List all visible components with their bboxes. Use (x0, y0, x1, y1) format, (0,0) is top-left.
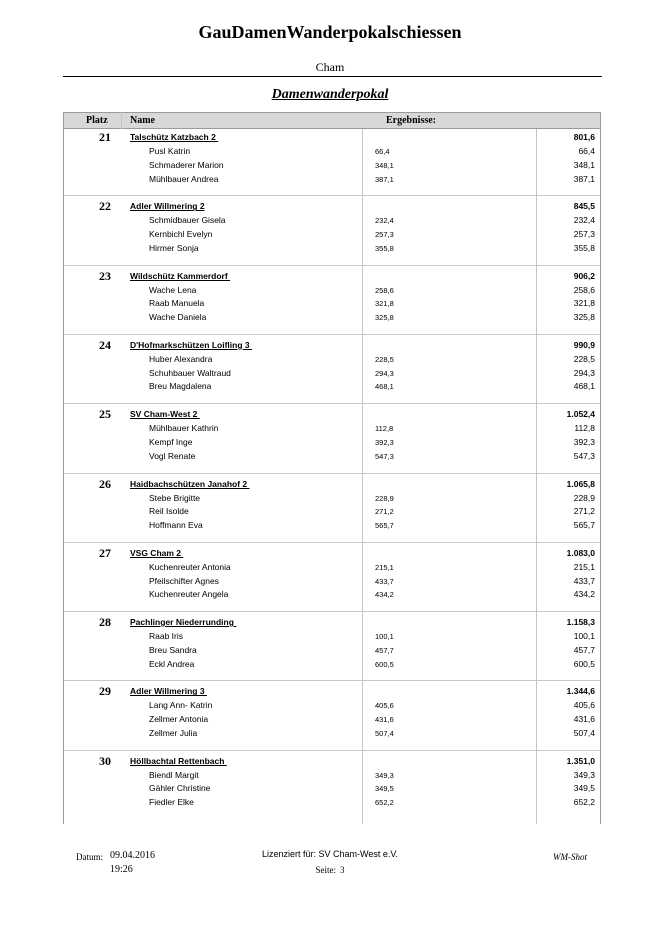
team-block (64, 545, 600, 616)
team-place: 21 (99, 130, 111, 144)
member-row (64, 298, 600, 312)
member-name: Breu Magdalena (149, 381, 212, 392)
member-score: 271,2 (375, 507, 394, 517)
member-total: 434,2 (573, 589, 595, 600)
member-score: 431,6 (375, 715, 394, 725)
team-place: 26 (99, 476, 111, 491)
team-name: Höllbachtal Rettenbach (130, 755, 227, 766)
member-score: 565,7 (375, 521, 394, 531)
team-separator (64, 611, 600, 612)
team-total: 906,2 (573, 270, 595, 281)
team-place: 27 (99, 545, 111, 560)
member-name: Fiedler Elke (149, 797, 194, 808)
member-name: Reil Isolde (149, 506, 189, 517)
team-name: SV Cham-West 2 (130, 409, 200, 420)
team-total: 1.052,4 (566, 409, 595, 420)
member-name: Raab Manuela (149, 298, 205, 309)
member-name: Schuhbauer Waltraud (149, 367, 231, 378)
team-place: 22 (99, 199, 111, 214)
member-score: 100,1 (375, 632, 394, 642)
team-block (64, 476, 600, 547)
member-total: 66,4 (578, 146, 595, 156)
member-name: Lang Ann- Katrin (149, 700, 213, 711)
member-name: Eckl Andrea (149, 658, 195, 669)
header-name: Name (130, 115, 155, 126)
member-score: 257,3 (375, 230, 394, 240)
member-score: 600,5 (375, 659, 394, 669)
member-score: 652,2 (375, 798, 394, 808)
team-name: Talschütz Katzbach 2 (130, 132, 219, 142)
member-row (64, 229, 600, 243)
header-divider (63, 76, 602, 77)
footer-page-label: Seite: (315, 865, 336, 875)
member-total: 215,1 (573, 561, 595, 572)
member-row (64, 423, 600, 437)
member-row (64, 243, 600, 257)
team-name: Wildschütz Kammerdorf (130, 270, 231, 281)
footer-page-number: 3 (340, 865, 345, 875)
member-score: 349,5 (375, 784, 394, 794)
member-total: 271,2 (573, 506, 595, 517)
member-row (64, 576, 600, 590)
member-name: Hirmer Sonja (149, 242, 199, 253)
document-title: GauDamenWanderpokalschiessen (198, 22, 462, 42)
member-name: Zellmer Julia (149, 727, 198, 738)
member-name: Wache Daniela (149, 312, 207, 323)
footer-time: 19:26 (110, 864, 133, 875)
footer-license: Lizenziert für: SV Cham-West e.V. (261, 849, 399, 859)
team-total: 1.158,3 (566, 617, 595, 628)
member-score: 349,3 (375, 770, 394, 780)
team-name: Adler Willmering 2 (130, 201, 205, 212)
team-total: 990,9 (573, 339, 595, 350)
member-total: 565,7 (573, 520, 595, 531)
member-score: 547,3 (375, 451, 394, 461)
member-total: 600,5 (573, 658, 595, 669)
member-total: 257,3 (573, 229, 595, 240)
team-total: 845,5 (573, 201, 595, 212)
member-score: 348,1 (375, 160, 394, 170)
team-separator (64, 750, 600, 751)
member-total: 547,3 (573, 450, 595, 461)
member-row (64, 381, 600, 395)
member-total: 112,8 (574, 423, 595, 434)
team-separator (64, 403, 600, 404)
member-name: Mühlbauer Andrea (149, 173, 219, 184)
member-row (64, 285, 600, 299)
member-row (64, 770, 600, 784)
member-row (64, 631, 600, 645)
member-total: 258,6 (573, 284, 595, 295)
team-block (64, 132, 600, 200)
member-score: 321,8 (375, 299, 394, 309)
member-score: 355,8 (375, 243, 394, 253)
member-score: 215,1 (375, 562, 394, 572)
member-score: 387,1 (375, 174, 394, 184)
team-block (64, 268, 600, 339)
member-name: Stebe Brigitte (149, 492, 201, 503)
member-total: 349,3 (573, 769, 595, 780)
member-score: 66,4 (375, 147, 390, 156)
member-row (64, 368, 600, 382)
member-score: 405,6 (375, 701, 394, 711)
footer-page (0, 865, 660, 875)
member-row (64, 160, 600, 174)
member-row (64, 506, 600, 520)
member-total: 405,6 (573, 700, 595, 711)
team-place: 28 (99, 615, 111, 630)
member-score: 232,4 (375, 216, 394, 226)
member-total: 228,5 (573, 353, 595, 364)
team-separator (64, 334, 600, 335)
team-block (64, 686, 600, 754)
member-name: Hoffmann Eva (149, 520, 203, 531)
member-name: Schmaderer Marion (149, 159, 224, 170)
member-name: Schmidbauer Gisela (149, 215, 226, 226)
member-row (64, 645, 600, 659)
member-name: Mühlbauer Kathrin (149, 423, 219, 434)
member-name: Gähler Christine (149, 783, 211, 794)
team-block (64, 409, 600, 477)
member-name: Huber Alexandra (149, 353, 213, 364)
member-name: Zellmer Antonia (149, 714, 209, 725)
team-name: D'Hofmarkschützen Loifling 3 (130, 339, 252, 350)
table-header (64, 112, 600, 129)
member-score: 325,8 (375, 313, 394, 323)
member-name: Breu Sandra (149, 644, 197, 655)
document-subtitle: Cham (315, 60, 345, 74)
member-row (64, 562, 600, 576)
member-name: Wache Lena (149, 284, 197, 295)
member-name: Kuchenreuter Antonia (149, 561, 231, 572)
team-total: 1.083,0 (566, 547, 595, 558)
team-place: 23 (99, 268, 111, 283)
team-name: VSG Cham 2 (130, 547, 184, 558)
member-total: 294,3 (573, 367, 595, 378)
member-score: 112,8 (375, 424, 394, 434)
member-name: Kuchenreuter Angela (149, 589, 229, 600)
member-total: 433,7 (573, 575, 595, 586)
member-total: 392,3 (573, 436, 595, 447)
results-table (63, 112, 601, 824)
member-total: 321,8 (573, 298, 595, 309)
team-place: 24 (99, 337, 111, 352)
member-total: 348,1 (573, 159, 595, 170)
team-name: Adler Willmering 3 (130, 686, 207, 697)
team-separator (64, 195, 600, 196)
member-score: 457,7 (375, 645, 394, 655)
team-separator (64, 680, 600, 681)
member-row (64, 700, 600, 714)
member-total: 457,7 (573, 644, 595, 655)
member-name: Vogl Renate (149, 450, 196, 461)
team-block (64, 201, 600, 269)
member-row (64, 589, 600, 603)
column-separator (121, 112, 122, 129)
header-results: Ergebnisse: (386, 115, 436, 126)
member-name: Pfeilschifter Agnes (149, 575, 219, 586)
member-row (64, 728, 600, 742)
header-place: Platz (86, 115, 108, 126)
team-block (64, 753, 600, 824)
member-score: 468,1 (375, 382, 394, 392)
member-row (64, 783, 600, 797)
member-total: 100,1 (573, 631, 595, 642)
team-total: 1.344,6 (566, 686, 595, 697)
member-total: 232,4 (573, 215, 595, 226)
member-total: 349,5 (573, 783, 595, 794)
member-row (64, 714, 600, 728)
member-score: 228,9 (375, 493, 394, 503)
team-place: 25 (99, 407, 111, 422)
member-name: Kempf Inge (149, 436, 193, 447)
member-total: 387,1 (573, 173, 595, 184)
member-row (64, 520, 600, 534)
team-total: 801,6 (573, 132, 595, 142)
member-row (64, 174, 600, 188)
member-score: 228,5 (375, 354, 394, 364)
member-row (64, 659, 600, 673)
member-name: Pusl Katrin (149, 146, 191, 156)
member-row (64, 797, 600, 811)
team-block (64, 617, 600, 685)
team-separator (64, 542, 600, 543)
footer-date: 09.04.2016 (110, 850, 155, 861)
member-total: 507,4 (573, 727, 595, 738)
team-separator (64, 265, 600, 266)
team-name: Haidbachschützen Janahof 2 (130, 478, 250, 489)
member-name: Biendl Margit (149, 769, 199, 780)
member-score: 433,7 (375, 576, 394, 586)
member-name: Kernbichl Evelyn (149, 229, 213, 240)
member-row (64, 312, 600, 326)
team-total: 1.065,8 (566, 478, 595, 489)
team-place: 30 (99, 753, 111, 768)
member-total: 431,6 (573, 714, 595, 725)
member-row (64, 354, 600, 368)
member-row (64, 493, 600, 507)
member-score: 294,3 (375, 368, 394, 378)
member-total: 228,9 (573, 492, 595, 503)
member-total: 468,1 (573, 381, 595, 392)
team-name: Pachlinger Niederrunding (130, 617, 237, 628)
team-separator (64, 473, 600, 474)
member-name: Raab Iris (149, 631, 184, 642)
member-row (64, 215, 600, 229)
footer-date-label: Datum: (76, 852, 103, 862)
section-title: Damenwanderpokal (271, 87, 389, 102)
member-score: 434,2 (375, 590, 394, 600)
member-score: 258,6 (375, 285, 394, 295)
member-score: 507,4 (375, 728, 394, 738)
member-row (64, 437, 600, 451)
team-total: 1.351,0 (566, 755, 595, 766)
member-row (64, 146, 600, 160)
member-score: 392,3 (375, 437, 394, 447)
member-row (64, 451, 600, 465)
footer-brand: WM-Shot (553, 852, 587, 862)
member-total: 325,8 (573, 312, 595, 323)
team-block (64, 337, 600, 408)
member-total: 355,8 (573, 242, 595, 253)
team-place: 29 (99, 684, 111, 699)
member-total: 652,2 (573, 797, 595, 808)
